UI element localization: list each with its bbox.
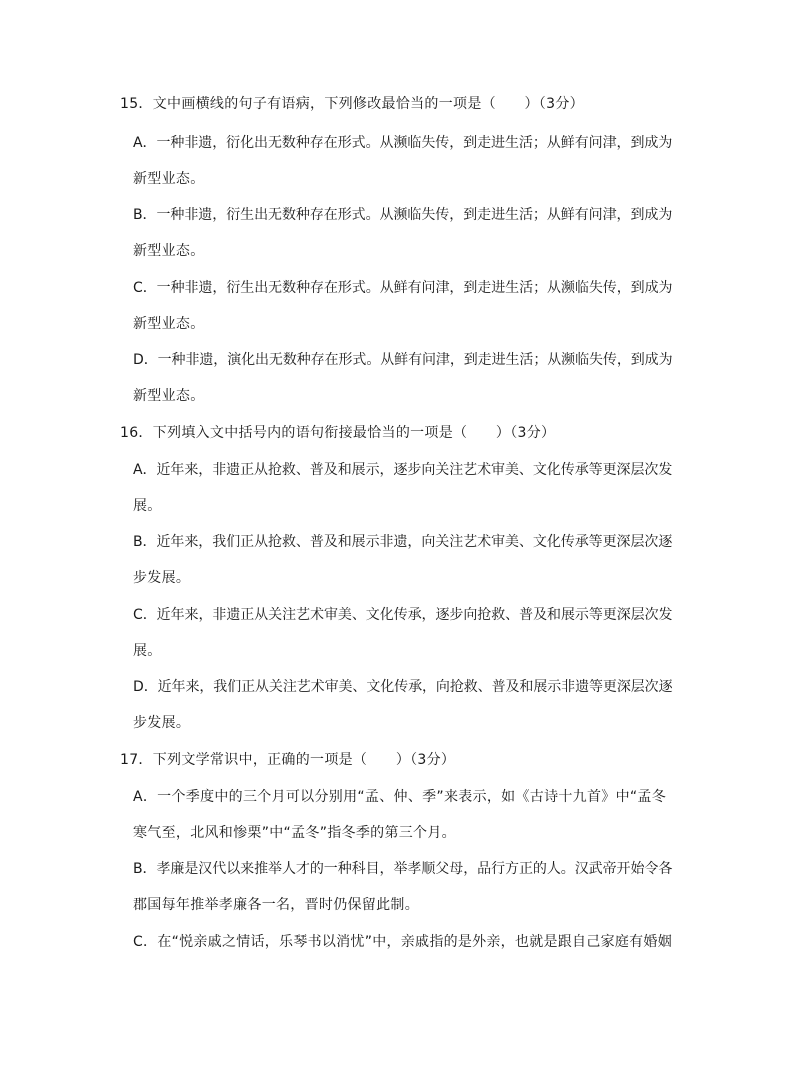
question-16-option-b: B．近年来，我们正从抢救、普及和展示非遗，向关注艺术审美、文化传承等更深层次逐	[133, 534, 673, 550]
question-16-option-d-continued: 步发展。	[133, 715, 191, 731]
question-15-option-b: B．一种非遗，衍生出无数种存在形式。从濒临失传，到走进生活；从鲜有问津，到成为	[133, 207, 673, 223]
question-17-option-a: A．一个季度中的三个月可以分别用“孟、仲、季”来表示，如《古诗十九首》中“孟冬	[133, 789, 667, 805]
question-15-option-c-continued: 新型业态。	[133, 316, 205, 332]
question-15-option-d-continued: 新型业态。	[133, 388, 205, 404]
question-16-option-c-continued: 展。	[133, 643, 162, 659]
question-15-option-c: C．一种非遗，衍生出无数种存在形式。从鲜有问津，到走进生活；从濒临失传，到成为	[133, 280, 673, 296]
question-17-option-b-continued: 郡国每年推举孝廉各一名，晋时仍保留此制。	[133, 897, 419, 913]
question-15-option-b-continued: 新型业态。	[133, 243, 205, 259]
question-15-stem: 15．文中画横线的句子有语病，下列修改最恰当的一项是（ ）（3分）	[120, 96, 584, 112]
question-17-option-b: B．孝廉是汉代以来推举人才的一种科目，举孝顺父母，品行方正的人。汉武帝开始令各	[133, 861, 673, 877]
question-17-option-c: C．在“悦亲戚之情话，乐琴书以消忧”中，亲戚指的是外亲，也就是跟自己家庭有婚姻	[133, 934, 672, 950]
question-16-stem: 16．下列填入文中括号内的语句衔接最恰当的一项是（ ）（3分）	[120, 425, 556, 441]
question-16-option-c: C．近年来，非遗正从关注艺术审美、文化传承，逐步向抢救、普及和展示等更深层次发	[133, 607, 673, 623]
question-16-option-b-continued: 步发展。	[133, 570, 191, 586]
question-17-option-a-continued: 寒气至，北风和惨栗”中“孟冬”指冬季的第三个月。	[133, 825, 456, 841]
question-16-option-d: D．近年来，我们正从关注艺术审美、文化传承，向抢救、普及和展示非遗等更深层次逐	[133, 679, 673, 695]
question-16-option-a-continued: 展。	[133, 498, 162, 514]
question-15-option-d: D．一种非遗，演化出无数种存在形式。从鲜有问津，到走进生活；从濒临失传，到成为	[133, 352, 673, 368]
question-15-option-a: A．一种非遗，衍化出无数种存在形式。从濒临失传，到走进生活；从鲜有问津，到成为	[133, 135, 673, 151]
question-16-option-a: A．近年来，非遗正从抢救、普及和展示，逐步向关注艺术审美、文化传承等更深层次发	[133, 462, 673, 478]
question-17-stem: 17．下列文学常识中，正确的一项是（ ）（3分）	[120, 752, 456, 768]
question-15-option-a-continued: 新型业态。	[133, 171, 205, 187]
